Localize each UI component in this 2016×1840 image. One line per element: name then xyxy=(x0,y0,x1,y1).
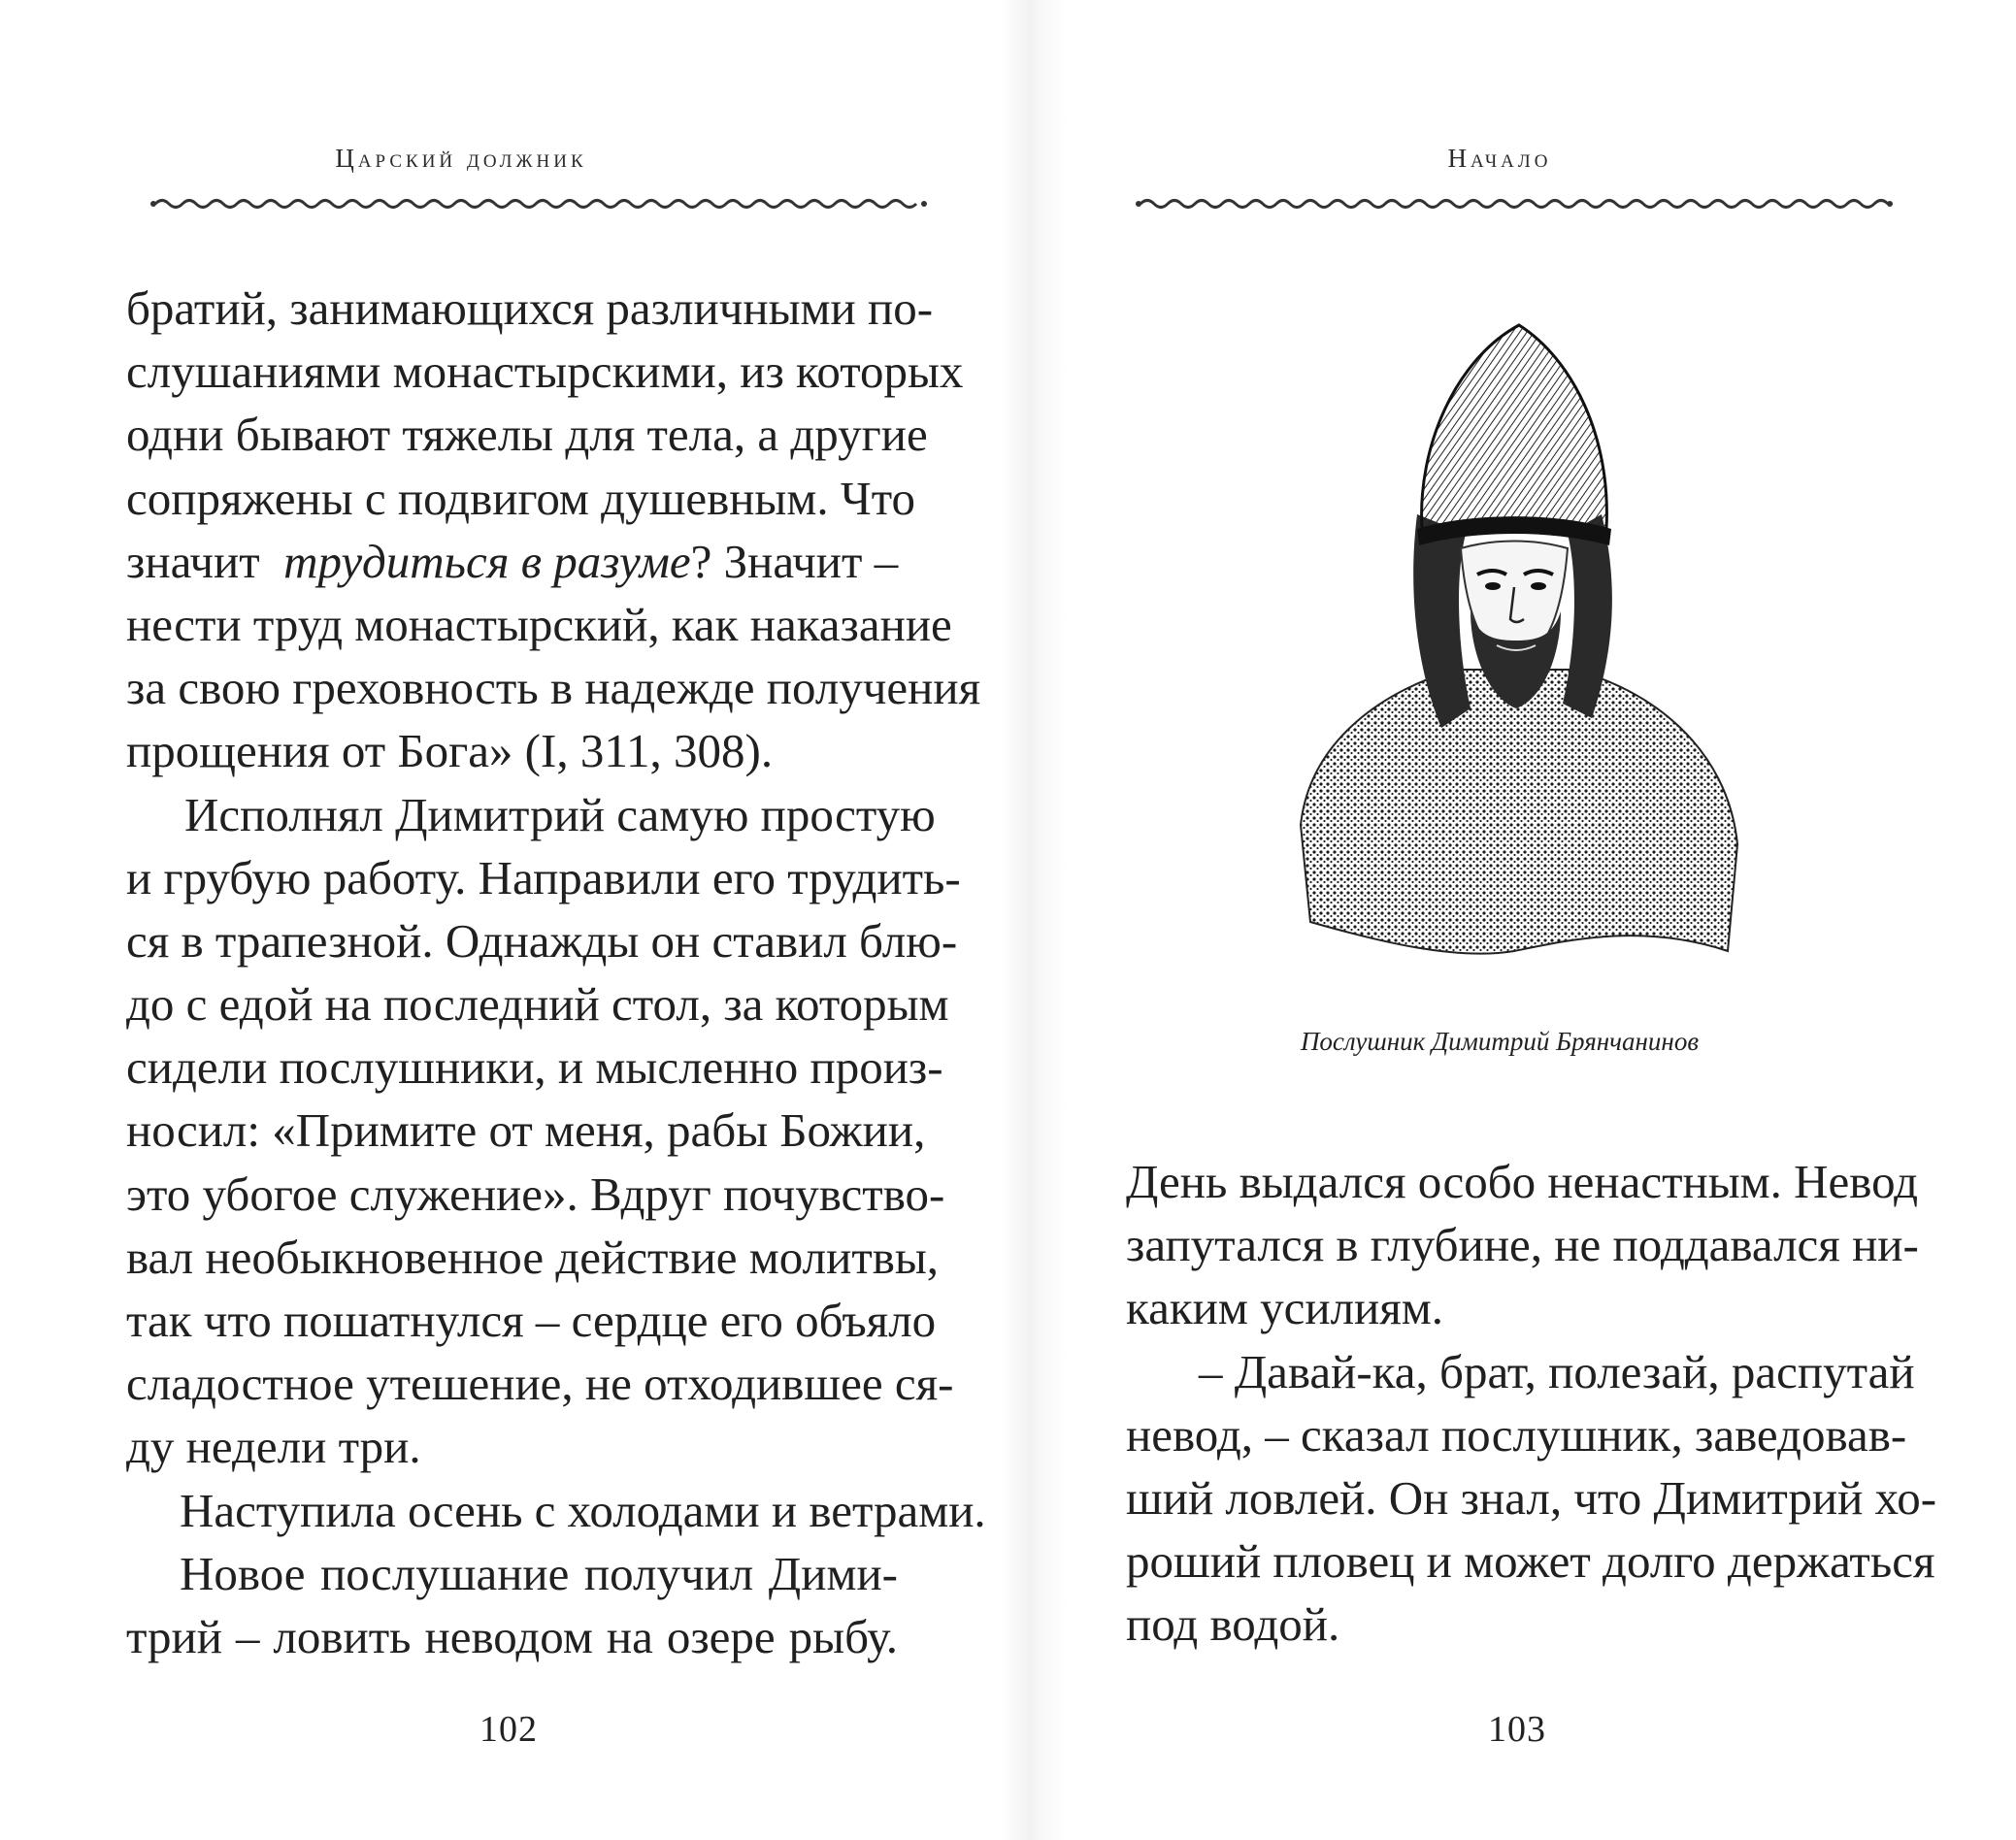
text-line: ся в трапезной. Однажды он ставил блю- xyxy=(126,913,958,968)
text-line: роший пловец и может долго держаться xyxy=(1126,1534,1935,1589)
text-line: нести труд монастырский, как наказание xyxy=(126,597,952,651)
text-line: за свою греховность в надежде получения xyxy=(126,661,981,715)
emphasis-text: трудиться в разуме xyxy=(283,534,691,588)
text-line xyxy=(126,530,898,593)
text-line: ший ловлей. Он знал, что Димитрий хо- xyxy=(1126,1470,1937,1525)
running-head-left: Царский должник xyxy=(335,144,587,173)
ornament-rule-left xyxy=(150,196,927,212)
text-run: ? Значит – xyxy=(690,534,899,588)
text-line: братий, занимающихся различными по- xyxy=(126,281,934,335)
text-line: это убогое служение». Вдруг почувство- xyxy=(126,1166,945,1221)
right-page xyxy=(1116,0,1937,1840)
page-number-left: 102 xyxy=(479,1709,538,1750)
page-number-right: 103 xyxy=(1488,1709,1546,1750)
text-line: под водой. xyxy=(1126,1597,1340,1652)
text-line: ду недели три. xyxy=(126,1420,421,1474)
right-page-body xyxy=(1126,1150,1937,1657)
running-head-right: Начало xyxy=(1447,144,1552,173)
paragraph-start: Новое послушание получил Дими- xyxy=(180,1546,898,1600)
text-line: невод, – сказал послушник, заведовав- xyxy=(1126,1407,1907,1462)
portrait-engraving-icon xyxy=(1272,320,1757,990)
text-line: вал необыкновенное действие молитвы, xyxy=(126,1230,940,1284)
text-line: одни бывают тяжелы для тела, а другие xyxy=(126,408,928,462)
illustration-caption: Послушник Димитрий Брянчанинов xyxy=(1300,1027,1700,1056)
left-page xyxy=(126,0,986,1840)
text-line: сидели послушники, и мысленно произ- xyxy=(126,1040,943,1095)
text-line: так что пошатнулся – сердце его объяло xyxy=(126,1294,937,1347)
text-line: и грубую работу. Направили его трудить- xyxy=(126,850,961,904)
text-line: запутался в глубине, не поддавался ни- xyxy=(1126,1218,1919,1272)
text-line: сладостное утешение, не отходившее ся- xyxy=(126,1357,954,1411)
left-page-body xyxy=(126,277,986,1668)
text-line: сопряжены с подвигом душевным. Что xyxy=(126,471,915,525)
text-line: слушаниями монастырскими, из которых xyxy=(126,345,964,399)
text-line: носил: «Примите от меня, рабы Божии, xyxy=(126,1103,926,1158)
paragraph-start: Исполнял Димитрий самую простую xyxy=(184,787,936,841)
text-line: трий – ловить неводом на озере рыбу. xyxy=(126,1609,898,1663)
text-line: до с едой на последний стол, за которым xyxy=(126,977,949,1032)
text-line: каким усилиям. xyxy=(1126,1281,1444,1335)
text-run: значит xyxy=(126,534,272,588)
paragraph-start: – Давай-ка, брат, полезай, распутай xyxy=(1199,1344,1915,1398)
paragraph-start: Наступила осень с холодами и ветрами. xyxy=(180,1483,986,1537)
text-line: День выдался особо ненастным. Невод xyxy=(1126,1155,1919,1208)
text-line: прощения от Бога» (I, 311, 308). xyxy=(126,724,774,778)
book-gutter xyxy=(1000,0,1068,1840)
ornament-rule-right xyxy=(1136,196,1893,212)
